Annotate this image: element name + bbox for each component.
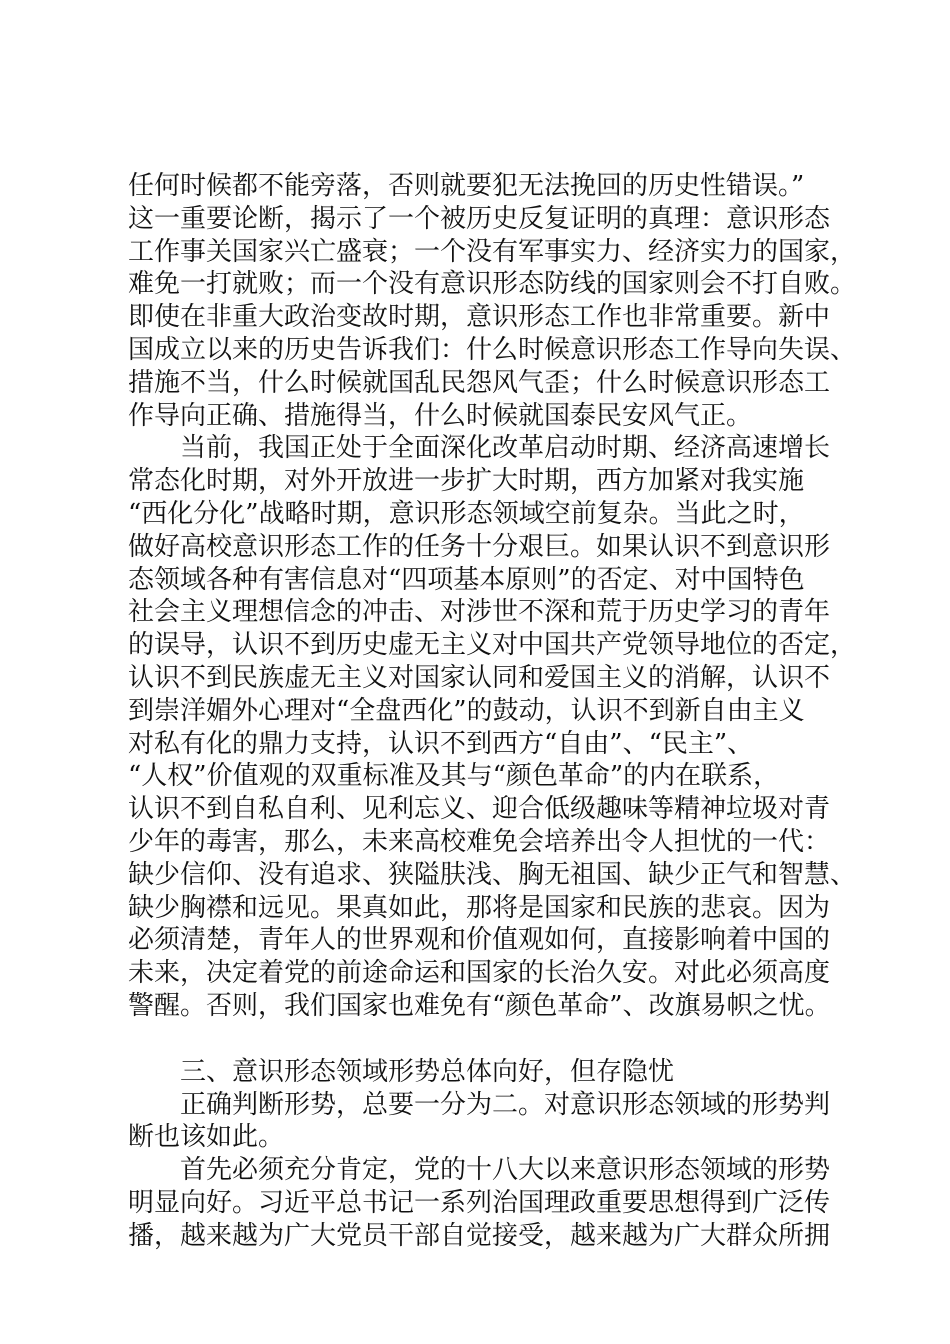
paragraph-4 (128, 1154, 831, 1252)
text-line: 措施不当，什么时候就国乱民怨风气歪；什么时候意识形态工 (128, 367, 831, 398)
text-line: “西化分化”战略时期，意识形态领域空前复杂。当此之时， (128, 498, 805, 529)
paragraph-3 (128, 1089, 831, 1155)
text-line: 做好高校意识形态工作的任务十分艰巨。如果认识不到意识形 (128, 531, 831, 562)
text-line: 缺少胸襟和远见。果真如此，那将是国家和民族的悲哀。因为 (128, 892, 831, 923)
text-line: 当前，我国正处于全面深化改革启动时期、经济高速增长 (180, 433, 831, 464)
text-line: 到崇洋媚外心理对“全盘西化”的鼓动，认识不到新自由主义 (128, 695, 805, 726)
text-line: 未来，决定着党的前途命运和国家的长治久安。对此必须高度 (128, 958, 831, 989)
text-line: 常态化时期，对外开放进一步扩大时期，西方加紧对我实施 (128, 466, 805, 497)
text-line: 社会主义理想信念的冲击、对涉世不深和荒于历史学习的青年 (128, 597, 831, 628)
text-line: 态领域各种有害信息对“四项基本原则”的否定、对中国特色 (128, 564, 805, 595)
text-line: 缺少信仰、没有追求、狭隘肤浅、胸无祖国、缺少正气和智慧、 (128, 859, 857, 890)
text-line: 警醒。否则，我们国家也难免有“颜色革命”、改旗易帜之忧。 (128, 990, 831, 1021)
paragraph-1 (128, 170, 857, 432)
paragraph-2 (128, 432, 857, 1022)
text-line: 任何时候都不能旁落，否则就要犯无法挽回的历史性错误。” (128, 171, 805, 201)
text-line: 对私有化的鼎力支持，认识不到西方“自由”、“民主”、 (128, 728, 754, 759)
text-line: 作导向正确、措施得当，什么时候就国泰民安风气正。 (128, 400, 753, 431)
text-line: 必须清楚，青年人的世界观和价值观如何，直接影响着中国的 (128, 925, 831, 956)
text-line: 国成立以来的历史告诉我们：什么时候意识形态工作导向失误、 (128, 334, 857, 365)
text-line: 断也该如此。 (128, 1122, 285, 1153)
text-line: “人权”价值观的双重标准及其与“颜色革命”的内在联系， (128, 761, 780, 792)
text-line: 工作事关国家兴亡盛衰；一个没有军事实力、经济实力的国家， (128, 236, 857, 267)
text-line: 的误导，认识不到历史虚无主义对中国共产党领导地位的否定， (128, 630, 857, 661)
text-line: 正确判断形势，总要一分为二。对意识形态领域的形势判 (180, 1089, 831, 1120)
text-line: 首先必须充分肯定，党的十八大以来意识形态领域的形势 (180, 1155, 831, 1186)
text-line: 认识不到民族虚无主义对国家认同和爱国主义的消解，认识不 (128, 662, 831, 693)
document-page (128, 170, 857, 1253)
text-line: 认识不到自私自利、见利忘义、迎合低级趣味等精神垃圾对青 (128, 794, 831, 825)
section-heading: 三、意识形态领域形势总体向好，但存隐忧 (180, 1056, 675, 1087)
blank-line (128, 1023, 828, 1056)
text-line: 难免一打就败；而一个没有意识形态防线的国家则会不打自败。 (128, 269, 857, 300)
text-line: 这一重要论断，揭示了一个被历史反复证明的真理：意识形态 (128, 203, 831, 234)
text-line: 少年的毒害，那么，未来高校难免会培养出令人担忧的一代： (128, 826, 831, 857)
text-line: 明显向好。习近平总书记一系列治国理政重要思想得到广泛传 (128, 1187, 831, 1218)
text-line: 即使在非重大政治变故时期，意识形态工作也非常重要。新中 (128, 302, 831, 333)
text-line: 播，越来越为广大党员干部自觉接受，越来越为广大群众所拥 (128, 1220, 831, 1251)
